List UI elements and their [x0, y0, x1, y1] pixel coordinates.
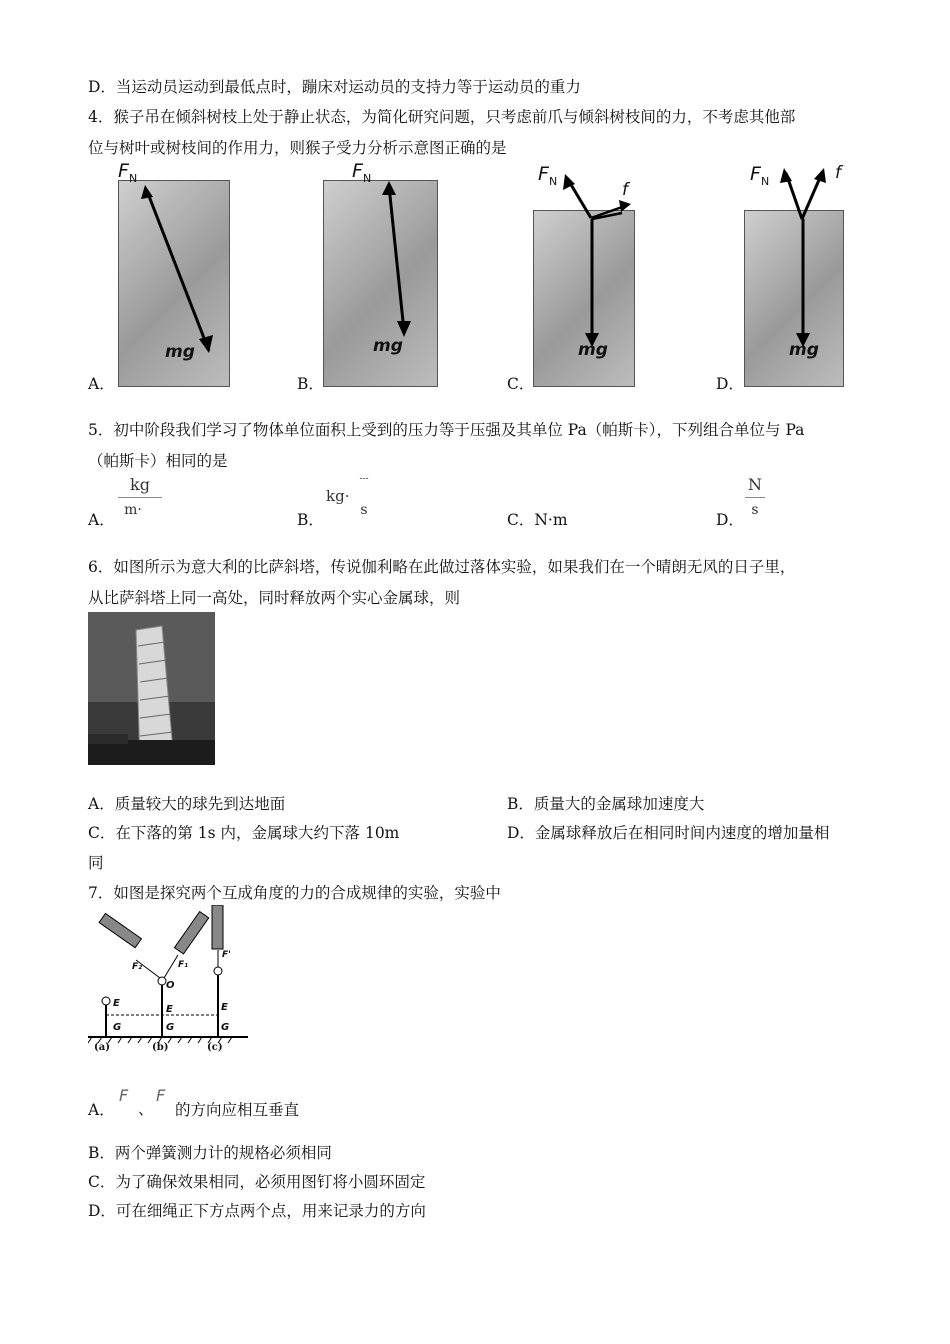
q7-option-b[interactable]: B．两个弹簧测力计的规格必须相同	[88, 1144, 332, 1162]
q4-option-c[interactable]: C．	[507, 375, 535, 393]
arrow-line-b	[389, 186, 404, 331]
leaning-tower-photo	[88, 612, 215, 765]
string-f1	[164, 955, 178, 978]
fn-label-b: $F_N$	[352, 160, 372, 185]
q5-stem-line2: （帕斯卡）相同的是	[88, 452, 228, 470]
q6-option-d[interactable]: D．金属球释放后在相同时间内速度的增加量相	[507, 824, 830, 842]
q5-option-c[interactable]: C．N·m	[507, 511, 568, 529]
q4-option-a[interactable]: A．	[88, 375, 115, 393]
fig-label-g-c: G	[221, 1022, 230, 1033]
arrow-line-a	[147, 191, 209, 351]
fig-label-e-a: E	[113, 998, 120, 1009]
f-label-d: f	[835, 163, 841, 183]
fig-label-g-a: G	[113, 1022, 122, 1033]
fig-label-e-c: E	[221, 1002, 228, 1013]
fig-label-f1: F₁	[178, 960, 189, 970]
fn-label-c: $F_N$	[538, 163, 558, 188]
q7-option-c[interactable]: C．为了确保效果相同，必须用图钉将小圆环固定	[88, 1173, 426, 1191]
q6-option-c[interactable]: C．在下落的第 1s 内，金属球大约下落 10m	[88, 824, 400, 842]
q7-option-d[interactable]: D．可在细绳正下方点两个点，用来记录力的方向	[88, 1202, 426, 1220]
q7-option-a-text: 的方向应相互垂直	[175, 1101, 300, 1119]
q7-option-a-label[interactable]: A．	[88, 1101, 115, 1119]
f-label-c: f	[622, 180, 628, 200]
q3-option-d: D．当运动员运动到最低点时，蹦床对运动员的支持力等于运动员的重力	[88, 78, 581, 96]
fig-label-g-b: G	[166, 1022, 175, 1033]
q7-stem: 7．如图是探究两个互成角度的力的合成规律的实验，实验中	[88, 884, 501, 902]
fig-label-f2: F₂	[132, 962, 143, 972]
fig-caption-a: (a)	[94, 1042, 110, 1053]
q6-option-d-continued: 同	[88, 854, 104, 872]
q6-option-a[interactable]: A．质量较大的球先到达地面	[88, 795, 286, 813]
q7-option-a-f2: F	[156, 1086, 166, 1105]
fn-label-a: $F_N$	[118, 160, 138, 185]
q5-option-a-label[interactable]: A．	[88, 511, 115, 529]
q4-option-d[interactable]: D．	[716, 375, 744, 393]
q5-option-b-numerator: ---	[359, 474, 369, 484]
monkey-figure-d	[744, 210, 844, 387]
q5-option-d-bar	[745, 497, 765, 498]
q6-stem-line2: 从比萨斜塔上同一高处，同时释放两个实心金属球，则	[88, 589, 461, 607]
q5-option-a-denominator: m·	[124, 502, 142, 518]
spring-scale-f1	[174, 912, 208, 954]
spring-scale-f2	[99, 913, 141, 947]
q4-stem-line2: 位与树叶或树枝间的作用力，则猴子受力分析示意图正确的是	[88, 139, 507, 157]
arrowhead-fn-d	[780, 168, 792, 183]
monkey-figure-c	[533, 210, 635, 387]
q5-option-b-label[interactable]: B．	[297, 511, 324, 529]
tower-illustration	[88, 612, 215, 765]
mg-label-d: mg	[789, 340, 819, 360]
q4-stem-line1: 4．猴子吊在倾斜树枝上处于静止状态，为简化研究问题，只考虑前爪与倾斜树枝间的力，不考虑其他部	[88, 108, 796, 126]
arrowhead-mg-a	[199, 335, 213, 353]
arrowhead-mg-b	[397, 321, 411, 337]
spring-scale-fp	[212, 905, 223, 949]
q6-stem-line1: 6．如图所示为意大利的比萨斜塔，传说伽利略在此做过落体实验，如果我们在一个晴朗无风的日子里，	[88, 558, 796, 576]
q5-option-b-prefix: kg·	[326, 487, 350, 505]
q5-option-a-numerator: kg	[130, 475, 150, 494]
arrow-f-c	[591, 206, 625, 218]
mg-label-a: mg	[165, 342, 195, 362]
fn-label-d: $F_N$	[750, 163, 770, 188]
q5-stem-line1: 5．初中阶段我们学习了物体单位面积上受到的压力等于压强及其单位 Pa（帕斯卡），下列组合单位与 Pa	[88, 421, 805, 439]
fig-label-e-b: E	[166, 1004, 173, 1015]
q5-option-b-denominator: s	[360, 502, 368, 518]
arrowhead-f-d	[814, 168, 826, 183]
arrowhead-fn-a	[141, 185, 153, 199]
ring-a	[102, 997, 110, 1005]
fig-label-o: O	[166, 980, 175, 991]
q5-option-d-numerator: N	[748, 475, 762, 494]
fig-label-fprime: F'	[222, 950, 231, 960]
q7-option-a-separator: 、	[138, 1100, 154, 1118]
mg-label-c: mg	[578, 340, 608, 360]
q6-option-b[interactable]: B．质量大的金属球加速度大	[507, 795, 705, 813]
q5-option-d-denominator: s	[751, 502, 759, 518]
q5-option-a-bar	[118, 497, 162, 498]
ring-o	[158, 977, 166, 985]
fig-caption-c: (c)	[207, 1042, 223, 1053]
arrowhead-fn-b	[382, 181, 396, 195]
fig-caption-b: (b)	[152, 1042, 169, 1053]
mg-label-b: mg	[373, 336, 403, 356]
q4-option-b[interactable]: B．	[297, 375, 324, 393]
q7-option-a-f1: F	[119, 1086, 129, 1105]
arrowhead-f-c	[619, 200, 631, 212]
ring-c	[214, 967, 222, 975]
q5-option-d-label[interactable]: D．	[716, 511, 744, 529]
